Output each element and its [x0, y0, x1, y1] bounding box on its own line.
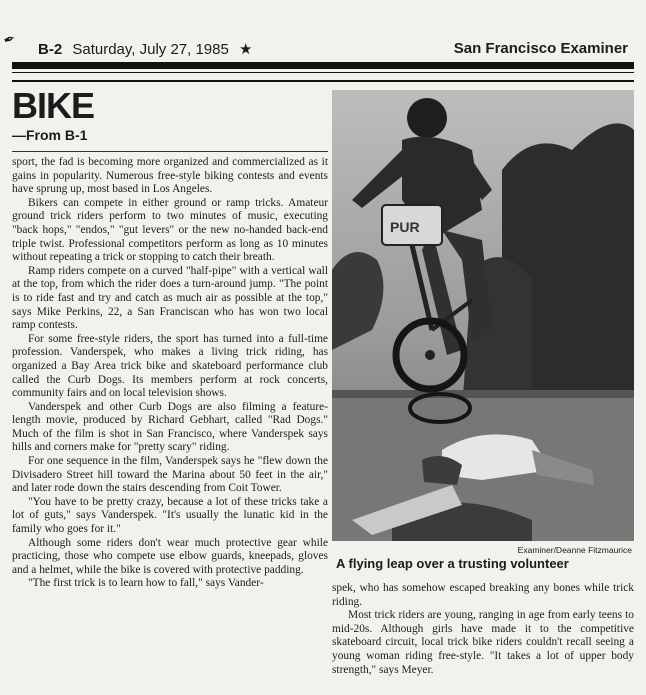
paragraph: For some free-style riders, the sport has turned into a full-time profession. Vanderspek, who makes a living trick riding, has organized a Bay Area trick bike and skateboard performance club called the Curb Dogs. Its members perform at rock concerts, community fairs and on local television shows.	[12, 332, 328, 400]
paragraph: Vanderspek and other Curb Dogs are also filming a feature-length movie, produced by Richard Gebhart, called "Rad Dogs." Much of the film is shot in San Francisco, where Vanderspek says hills and corners make for "pretty scary" riding.	[12, 400, 328, 454]
paragraph: Bikers can compete in either ground or ramp tricks. Amateur ground trick riders perform to two minutes of music, executing "back hops," "endos," "gut levers" or the new no-handed back-end triple twist. Professional competitors perform as long as 10 minutes without repeating a trick or stopping to catch their breath.	[12, 196, 328, 264]
photo-caption: A flying leap over a trusting volunteer	[336, 556, 569, 571]
publication-name: San Francisco Examiner	[453, 40, 628, 57]
header-rule	[12, 62, 634, 69]
corner-mark: ✒	[1, 31, 18, 50]
article-column-right	[332, 582, 634, 677]
issue-date: Saturday, July 27, 1985	[72, 41, 229, 58]
news-photo	[332, 90, 634, 541]
page-number: B-2	[38, 41, 63, 58]
paragraph: "The first trick is to learn how to fall," says Vander-	[28, 577, 264, 590]
number-plate-text: PUR	[390, 219, 420, 235]
paragraph: Ramp riders compete on a curved "half-pipe" with a vertical wall at the top, from which the rider does a turn-around jump. "The point is to ride fast and try and catch as much air as possible at the top," says Mike Perkins, 22, a San Franciscan who has won two local ramp contests.	[12, 264, 328, 332]
paragraph: Although some riders don't wear much protective gear while practicing, those who compete use elbow guards, kneepads, gloves and a helmet, while the bike is covered with protective padding.	[12, 536, 328, 576]
page-header-left	[38, 40, 252, 58]
headline-rule	[12, 151, 328, 152]
star-icon: ★	[239, 41, 253, 58]
header-rule-thin	[12, 72, 634, 73]
article-column-left	[12, 156, 328, 591]
paragraph: spek, who has somehow escaped breaking any bones while trick riding.	[332, 582, 634, 608]
photo-credit: Examiner/Deanne Fitzmaurice	[517, 545, 632, 555]
headline: BIKE	[12, 85, 95, 126]
paragraph: "You have to be pretty crazy, because a lot of these tricks take a lot of guts," says Vanderspek. "It's usually the lunatic kid in the family who goes for it."	[12, 495, 328, 536]
jump-line: —From B-1	[12, 127, 88, 143]
paragraph: Most trick riders are young, ranging in age from early teens to mid-20s. Although girls have made it to the competitive skateboard circuit, local trick bike riders couldn't recall seeing a young woman riding free-style. "It takes a lot of upper body strength," says Meyer.	[332, 609, 634, 676]
header-rule-lower	[12, 80, 634, 82]
paragraph: For one sequence in the film, Vanderspek says he "flew down the Divisadero Street hill toward the Marina about 50 feet in the air," and later rode down the stairs descending from Coit Tower.	[12, 455, 328, 495]
paragraph: sport, the fad is becoming more organized and commercialized as it gains in popularity. Numerous free-style biking contests and events have sprung up, most based in Los Angeles.	[12, 156, 328, 196]
